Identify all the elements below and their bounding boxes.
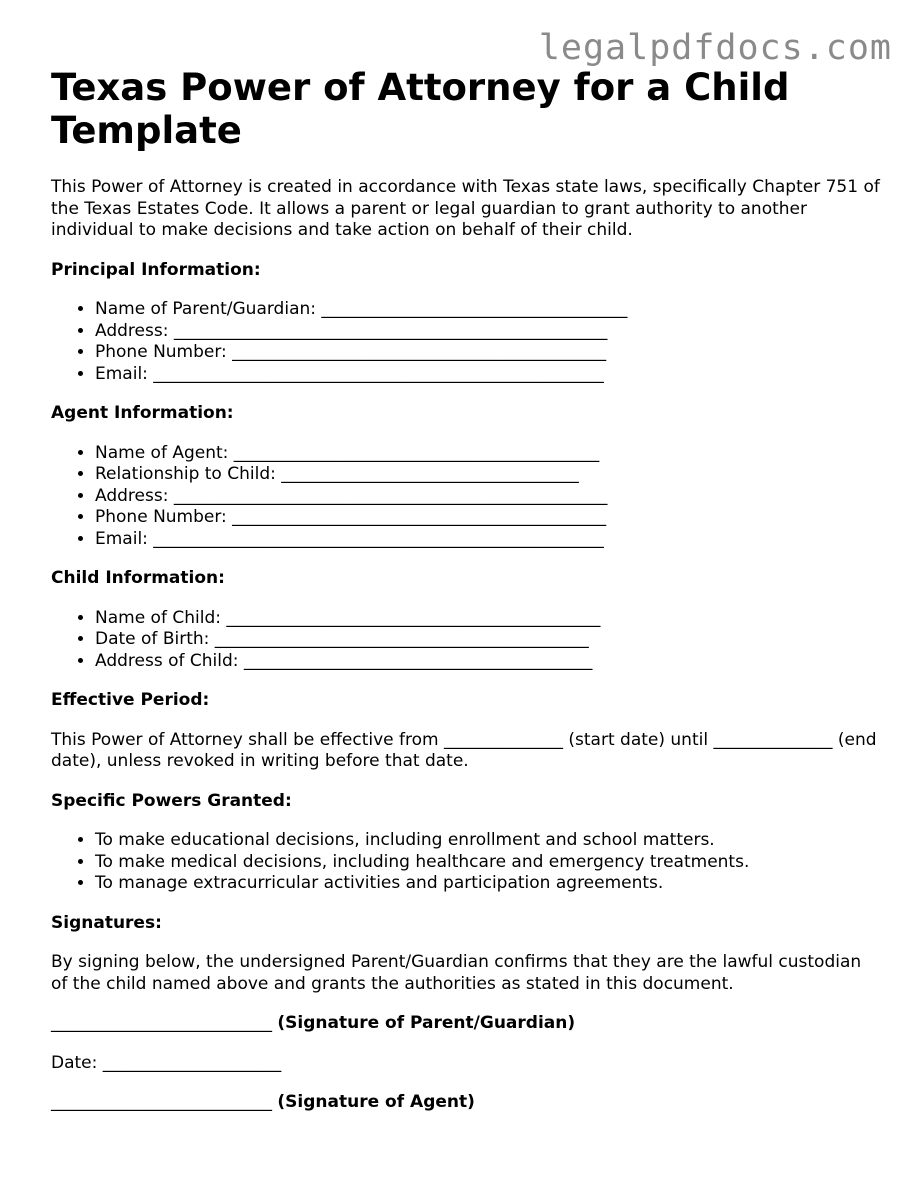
child-field-name: • Name of Child: ____________________________________________ [95, 608, 881, 630]
date-line: Date: _____________________ [51, 1052, 282, 1073]
power-educational: • To make educational decisions, including enrollment and school matters. [95, 830, 881, 852]
child-field-dob: • Date of Birth: ____________________________________________ [95, 629, 881, 651]
child-heading: Child Information: [51, 568, 225, 588]
effective-heading: Effective Period: [51, 690, 210, 710]
document-body [51, 66, 881, 1114]
agent-signature-label: (Signature of Agent) [277, 1092, 475, 1112]
principal-list [51, 299, 881, 385]
principal-field-name: • Name of Parent/Guardian: ____________________________________ [95, 299, 881, 321]
principal-field-phone: • Phone Number: ____________________________________________ [95, 342, 881, 364]
child-list [51, 608, 881, 673]
parent-signature-label: (Signature of Parent/Guardian) [277, 1013, 576, 1033]
intro-paragraph: This Power of Attorney is created in accordance with Texas state laws, specifically Chapter 751 of the Texas Estates Code. It allows a parent or legal guardian to grant authority to another individual to make decisions and take action on behalf of their child. [51, 177, 880, 240]
effective-paragraph: This Power of Attorney shall be effective from ______________ (start date) until ______________ (end date), unless revoked in writing before that date. [51, 729, 877, 771]
agent-field-relationship: • Relationship to Child: ___________________________________ [95, 464, 881, 486]
power-extracurricular: • To manage extracurricular activities and participation agreements. [95, 873, 881, 895]
parent-signature-line: __________________________ [51, 1013, 272, 1033]
child-field-address: • Address of Child: _________________________________________ [95, 651, 881, 673]
powers-list [51, 830, 881, 895]
watermark-text: legalpdfdocs.com [538, 28, 892, 68]
principal-heading: Principal Information: [51, 259, 261, 280]
agent-field-name: • Name of Agent: ___________________________________________ [95, 443, 881, 465]
document-title: Texas Power of Attorney for a Child Template [51, 66, 790, 152]
signatures-paragraph: By signing below, the undersigned Parent/Guardian confirms that they are the lawful custodian of the child named above and grants the authorities as stated in this document. [51, 952, 862, 994]
agent-field-phone: • Phone Number: ____________________________________________ [95, 507, 881, 529]
agent-signature-row [51, 1092, 881, 1114]
power-medical: • To make medical decisions, including healthcare and emergency treatments. [95, 852, 881, 874]
principal-field-address: • Address: ___________________________________________________ [95, 321, 881, 343]
signatures-heading: Signatures: [51, 912, 162, 933]
agent-field-email: • Email: _____________________________________________________ [95, 529, 881, 551]
principal-field-email: • Email: _____________________________________________________ [95, 364, 881, 386]
agent-signature-line: __________________________ [51, 1092, 272, 1112]
agent-field-address: • Address: ___________________________________________________ [95, 486, 881, 508]
agent-list [51, 443, 881, 551]
parent-signature-row [51, 1013, 881, 1035]
agent-heading: Agent Information: [51, 403, 234, 423]
powers-heading: Specific Powers Granted: [51, 790, 292, 811]
